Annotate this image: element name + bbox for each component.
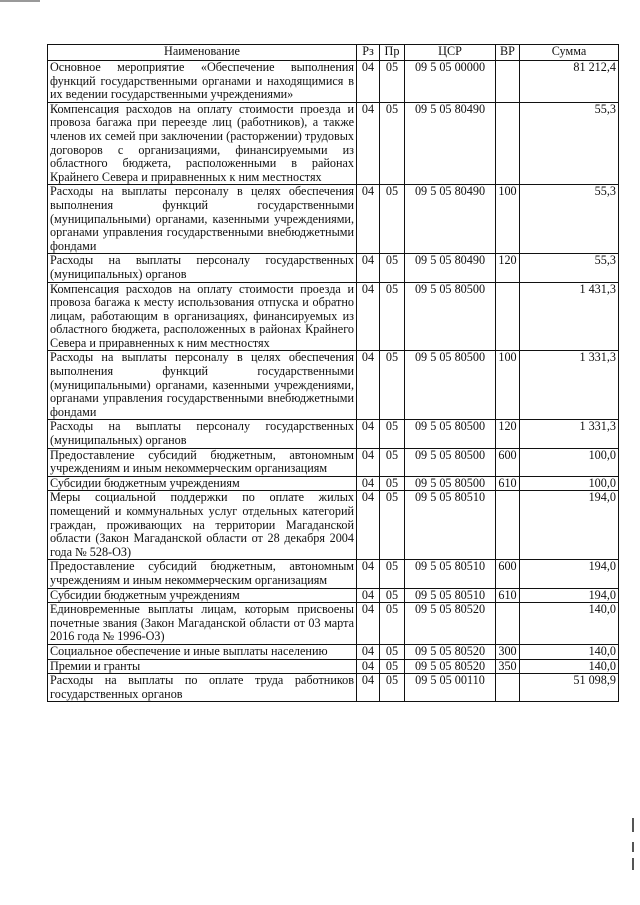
cell-rz: 04 — [357, 351, 380, 420]
table-row — [48, 254, 619, 282]
cell-vr: 600 — [496, 448, 520, 476]
cell-csr: 09 5 05 80510 — [405, 560, 496, 588]
cell-rz: 04 — [357, 282, 380, 351]
cell-pr: 05 — [380, 674, 405, 702]
cell-pr: 05 — [380, 491, 405, 560]
cell-pr: 05 — [380, 282, 405, 351]
table-row — [48, 102, 619, 185]
cell-sum: 55,3 — [520, 185, 619, 254]
cell-pr: 05 — [380, 588, 405, 603]
cell-sum: 100,0 — [520, 448, 619, 476]
cell-csr: 09 5 05 80520 — [405, 659, 496, 674]
cell-sum: 55,3 — [520, 254, 619, 282]
table-row — [48, 351, 619, 420]
cell-vr — [496, 603, 520, 645]
cell-vr: 100 — [496, 185, 520, 254]
cell-name: Основное мероприятие «Обеспечение выполнения функций государственными органами и находящимися в их ведении государственными учреждениями» — [48, 61, 357, 103]
cell-pr: 05 — [380, 420, 405, 448]
cell-csr: 09 5 05 80490 — [405, 185, 496, 254]
cell-csr: 09 5 05 80500 — [405, 476, 496, 491]
table-row — [48, 674, 619, 702]
header-sum: Сумма — [520, 45, 619, 61]
cell-sum: 140,0 — [520, 644, 619, 659]
cell-rz: 04 — [357, 603, 380, 645]
cell-name: Премии и гранты — [48, 659, 357, 674]
table-row — [48, 448, 619, 476]
header-csr: ЦСР — [405, 45, 496, 61]
budget-table — [47, 44, 619, 702]
cell-vr — [496, 491, 520, 560]
table-row — [48, 476, 619, 491]
cell-csr: 09 5 05 80490 — [405, 102, 496, 185]
cell-rz: 04 — [357, 659, 380, 674]
cell-rz: 04 — [357, 674, 380, 702]
cell-name: Предоставление субсидий бюджетным, автономным учреждениям и иным некоммерческим организациям — [48, 560, 357, 588]
table-row — [48, 560, 619, 588]
cell-pr: 05 — [380, 560, 405, 588]
cell-csr: 09 5 05 80510 — [405, 491, 496, 560]
cell-name: Единовременные выплаты лицам, которым присвоены почетные звания (Закон Магаданской области от 03 марта 2016 года № 1996-ОЗ) — [48, 603, 357, 645]
cell-rz: 04 — [357, 491, 380, 560]
cell-sum: 194,0 — [520, 588, 619, 603]
cell-vr — [496, 282, 520, 351]
cell-pr: 05 — [380, 476, 405, 491]
cell-rz: 04 — [357, 588, 380, 603]
cell-csr: 09 5 05 80500 — [405, 282, 496, 351]
cell-name: Расходы на выплаты персоналу государственных (муниципальных) органов — [48, 254, 357, 282]
cell-vr: 610 — [496, 588, 520, 603]
cell-vr: 350 — [496, 659, 520, 674]
header-rz: Рз — [357, 45, 380, 61]
cell-vr — [496, 674, 520, 702]
cell-pr: 05 — [380, 644, 405, 659]
table-row — [48, 185, 619, 254]
cell-sum: 100,0 — [520, 476, 619, 491]
cell-name: Субсидии бюджетным учреждениям — [48, 476, 357, 491]
table-row — [48, 603, 619, 645]
cell-name: Компенсация расходов на оплату стоимости проезда и провоза багажа при переезде лиц (работников), а также членов их семей при заключении (расторжении) трудовых договоров с организациями, финансируемыми из областного бюджета, расположенными в районах Крайнего Севера и приравненных к ним местностях — [48, 102, 357, 185]
cell-name: Социальное обеспечение и иные выплаты населению — [48, 644, 357, 659]
table-row — [48, 588, 619, 603]
cell-rz: 04 — [357, 560, 380, 588]
cell-sum: 194,0 — [520, 560, 619, 588]
cell-vr: 120 — [496, 420, 520, 448]
cell-name: Расходы на выплаты персоналу в целях обеспечения выполнения функций государственными (муниципальными) органами, казенными учреждениями, органами управления государственными внебюджетными фондами — [48, 351, 357, 420]
cell-name: Предоставление субсидий бюджетным, автономным учреждениям и иным некоммерческим организациям — [48, 448, 357, 476]
cell-pr: 05 — [380, 254, 405, 282]
cell-rz: 04 — [357, 185, 380, 254]
table-row — [48, 491, 619, 560]
header-name: Наименование — [48, 45, 357, 61]
cell-vr: 100 — [496, 351, 520, 420]
cell-csr: 09 5 05 00000 — [405, 61, 496, 103]
table-body — [48, 61, 619, 702]
cell-sum: 1 431,3 — [520, 282, 619, 351]
cell-rz: 04 — [357, 254, 380, 282]
scan-margin-mark — [632, 818, 634, 832]
cell-name: Расходы на выплаты персоналу государственных (муниципальных) органов — [48, 420, 357, 448]
cell-name: Расходы на выплаты персоналу в целях обеспечения выполнения функций государственными (муниципальными) органами, казенными учреждениями, органами управления государственными внебюджетными фондами — [48, 185, 357, 254]
cell-vr: 300 — [496, 644, 520, 659]
cell-sum: 194,0 — [520, 491, 619, 560]
cell-sum: 140,0 — [520, 603, 619, 645]
cell-csr: 09 5 05 00110 — [405, 674, 496, 702]
table-header-row — [48, 45, 619, 61]
scan-margin-mark — [632, 858, 634, 870]
cell-name: Меры социальной поддержки по оплате жилых помещений и коммунальных услуг отдельных категорий граждан, проживающих на территории Магаданской области (Закон Магаданской области от 28 декабря 2004 года № 528-ОЗ) — [48, 491, 357, 560]
cell-sum: 51 098,9 — [520, 674, 619, 702]
table-row — [48, 282, 619, 351]
cell-sum: 1 331,3 — [520, 420, 619, 448]
cell-pr: 05 — [380, 603, 405, 645]
cell-vr: 600 — [496, 560, 520, 588]
cell-sum: 1 331,3 — [520, 351, 619, 420]
table-row — [48, 644, 619, 659]
cell-pr: 05 — [380, 61, 405, 103]
cell-sum: 140,0 — [520, 659, 619, 674]
scan-margin-mark — [632, 842, 634, 852]
table-row — [48, 659, 619, 674]
cell-sum: 81 212,4 — [520, 61, 619, 103]
cell-pr: 05 — [380, 185, 405, 254]
cell-rz: 04 — [357, 644, 380, 659]
cell-rz: 04 — [357, 476, 380, 491]
table-row — [48, 61, 619, 103]
cell-pr: 05 — [380, 102, 405, 185]
cell-csr: 09 5 05 80520 — [405, 644, 496, 659]
cell-csr: 09 5 05 80500 — [405, 420, 496, 448]
cell-vr — [496, 102, 520, 185]
cell-name: Субсидии бюджетным учреждениям — [48, 588, 357, 603]
header-vr: ВР — [496, 45, 520, 61]
cell-csr: 09 5 05 80500 — [405, 448, 496, 476]
cell-vr: 610 — [496, 476, 520, 491]
cell-rz: 04 — [357, 420, 380, 448]
cell-pr: 05 — [380, 448, 405, 476]
cell-vr: 120 — [496, 254, 520, 282]
cell-csr: 09 5 05 80490 — [405, 254, 496, 282]
cell-csr: 09 5 05 80500 — [405, 351, 496, 420]
cell-rz: 04 — [357, 61, 380, 103]
scan-edge-mark — [0, 0, 40, 2]
cell-csr: 09 5 05 80510 — [405, 588, 496, 603]
cell-rz: 04 — [357, 448, 380, 476]
cell-sum: 55,3 — [520, 102, 619, 185]
table-row — [48, 420, 619, 448]
header-pr: Пр — [380, 45, 405, 61]
cell-name: Компенсация расходов на оплату стоимости проезда и провоза багажа к месту использования отпуска и обратно лицам, работающим в организациях, финансируемых из областного бюджета, расположенных в районах Крайнего Севера и приравненных к ним местностях — [48, 282, 357, 351]
cell-vr — [496, 61, 520, 103]
cell-pr: 05 — [380, 351, 405, 420]
cell-csr: 09 5 05 80520 — [405, 603, 496, 645]
cell-name: Расходы на выплаты по оплате труда работников государственных органов — [48, 674, 357, 702]
cell-pr: 05 — [380, 659, 405, 674]
cell-rz: 04 — [357, 102, 380, 185]
